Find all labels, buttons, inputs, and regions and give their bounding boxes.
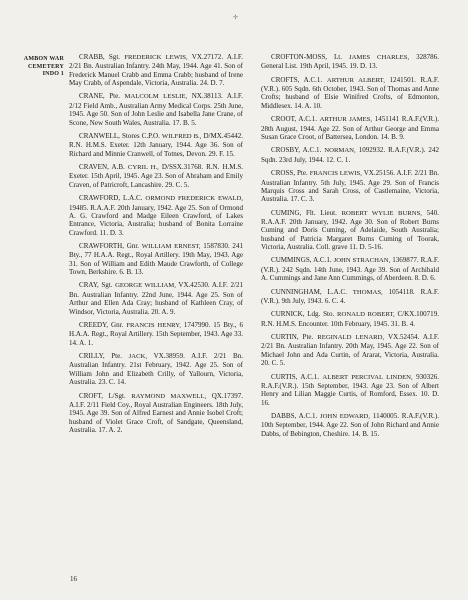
margin-label-line: CEMETERY [27, 63, 64, 70]
entry-given-names: JAMES CHARLES, [348, 54, 410, 61]
casualty-entry [261, 115, 439, 141]
entry-given-names: WILLIAM ERNEST, [141, 243, 201, 250]
entry-given-names: RONALD ROBERT, [337, 311, 395, 319]
entry-details: C/KX.100719. R.N. H.M.S. Encounter. 10th February, 1945. 31. B. 4. [261, 310, 439, 328]
entry-details: 19485. R.A.A.F. 20th January, 1942. Age 25. Son of Ormond A. G. Crawford and Madge Eileen Crawford, of Lakes Entrance, Victoria, Australia; husband of Bonita Lorraine Crawford. 11. D. 3. [69, 203, 243, 237]
casualty-entry [69, 281, 243, 315]
entry-given-names: FRANCIS LEWIS, [309, 170, 362, 178]
left-column [69, 53, 243, 439]
entry-given-names: MALCOLM LESLIE, [124, 93, 188, 101]
entry-surname-rank: CROFTS, A.C.1. [271, 75, 323, 84]
entry-surname-rank: CRANWELL, Stores C.P.O. [79, 131, 160, 140]
entry-details: 328786. General List. 19th April, 1945. 19. D. 13. [261, 53, 439, 71]
entry-surname-rank: CRABB, Sgt. [79, 53, 121, 61]
cemetery-margin-label [6, 56, 64, 79]
entry-details: 1140005. R.A.F.(V.R.). 10th September, 1944. Age 22. Son of John Richard and Annie Dabbs, of Bebington, Cheshire. 14. B. 15. [261, 412, 440, 438]
entry-surname-rank: CROFTON-MOSS, Lt. [271, 53, 343, 61]
entry-surname-rank: CRILLY, Pte. [79, 352, 122, 361]
entry-details: 930326. R.A.F.(V.R.). 15th September, 1943. Age 23. Son of Albert Henry and Lilian Maggie Curtis, of Romford, Essex. 10. D. 16. [261, 372, 439, 407]
entry-details: NX.38113. A.I.F. 2/12 Field Amb., Australian Army Medical Corps. 25th June, 1945. Age 50. Son of John Leslie and Isabella Jane Crane, of Scone, New South Wales, Australia. 17. B. 5. [69, 92, 243, 127]
entry-surname-rank: CRAWFORTH, Gnr. [79, 242, 140, 250]
casualty-entry [69, 392, 243, 435]
casualty-entry [261, 373, 439, 407]
entry-details: 540. R.A.A.F. 20th January, 1942. Age 30. Son of Robert Burns Cuming and Doris Cuming, of Adelaide, South Australia; husband of Patricia Margaret Burns Cuming of Toorak, Victoria, Australia. Coll. grave 11. D. 5-16. [261, 208, 439, 251]
casualty-entry [261, 209, 439, 252]
entry-details: D/MX.45442. R.N. H.M.S. Exeter. 12th January, 1944. Age 36. Son of Richard and Minnie Cranwell, of Totnes, Devon. 29. F. 15. [69, 131, 244, 158]
entry-details: VX.38959. A.I.F. 2/21 Bn. Australian Infantry. 21st February, 1942. Age 25. Son of William John and Elizabeth Crilly, of Yallourn, Victoria, Australia. 23. C. 14. [69, 352, 243, 387]
casualty-entry [69, 132, 243, 158]
entry-surname-rank: CUMMINGS, A.C.1. [271, 256, 332, 265]
entry-surname-rank: CUMING, Flt. Lieut. [271, 208, 337, 217]
entry-surname-rank: CRANE, Pte. [79, 92, 120, 101]
entry-surname-rank: CUNNINGHAM, L.A.C. [271, 287, 347, 296]
margin-label-line: INDO 1 [42, 71, 64, 78]
entry-surname-rank: CRAWFORD, L.A.C. [79, 194, 143, 203]
entry-surname-rank: CRAVEN, A.B. [79, 163, 125, 172]
entry-given-names: FRANCIS HENRY, [126, 321, 181, 329]
entry-details: 1054118. R.A.F.(V.R.). 9th July, 1943. 6. C. 4. [261, 287, 440, 305]
entry-details: 1369877. R.A.F.(V.R.). 242 Sqdn. 14th June, 1943. Age 39. Son of Archibald A. Cummings and Jane Ann Cummings, of Aberdeen. 8. D. 6. [261, 256, 439, 283]
entry-surname-rank: DABBS, A.C.1. [271, 412, 318, 421]
casualty-entry [261, 310, 439, 328]
entry-given-names: WILFRED B., [161, 132, 202, 140]
entry-details: VX.27172. A.I.F. 2/21 Bn. Australian Infantry. 24th May, 1944. Age 41. Son of Frederick Manuel Crabb and Emma Crabb; husband of Irene May Crabb, of Aspendale, Victoria, Australia. 24. D. 7. [69, 53, 243, 88]
casualty-entry [261, 288, 439, 306]
entry-surname-rank: CURTIS, A.C.1. [271, 372, 320, 381]
entry-given-names: GEORGE WILLIAM, [115, 282, 176, 290]
casualty-entry [261, 333, 439, 367]
casualty-entry [69, 92, 243, 126]
entry-surname-rank: CURTIN, Pte. [271, 333, 314, 342]
entry-given-names: ALBERT PERCIVAL LINDEN, [322, 373, 413, 381]
entry-details: 1747990. 15 Bty., 6 H.A.A. Regt., Royal Artillery. 15th September, 1943. Age 33. 14. A. 1. [69, 320, 244, 347]
entry-details: QX.17397. A.I.F. 2/11 Field Coy., Royal Australian Engineers. 18th July, 1945. Age 39. Son of Alfred Earnest and Annie Isobel Croft; husband of Violet Grace Croft, of Sandgate, Queensland, Australia. 17. A. 2. [69, 391, 244, 434]
entry-given-names: ROBERT WYLIE BURNS, [341, 209, 422, 217]
casualty-entry [261, 76, 439, 110]
casualty-entry [69, 321, 243, 347]
entry-surname-rank: CROOT, A.C.1. [271, 115, 317, 124]
entry-given-names: JACK, [128, 353, 148, 361]
entry-surname-rank: CREEDY, Gnr. [79, 320, 124, 329]
entry-surname-rank: CROSBY, A.C.1. [271, 146, 322, 155]
casualty-entry [261, 53, 439, 71]
entry-details: D/SSX.31768. R.N. H.M.S. Exeter. 15th April, 1945. Age 23. Son of Abraham and Emily Craven, of Patricroft, Lancashire. 29. C. 5. [69, 163, 244, 189]
entry-given-names: RAYMOND MAXWELL, [131, 392, 207, 400]
entry-given-names: REGINALD LENARD, [317, 334, 385, 342]
casualty-entry [69, 194, 243, 237]
entry-given-names: JOHN STRACHAN, [333, 257, 391, 265]
entry-given-names: ORMOND FREDERICK EWALD, [145, 195, 244, 203]
entry-given-names: THOMAS, [352, 288, 383, 296]
casualty-entry [69, 352, 243, 386]
entry-surname-rank: CROFT, L/Sgt. [79, 391, 126, 400]
casualty-entry [261, 169, 439, 203]
entry-surname-rank: CROSS, Pte. [271, 169, 308, 178]
entry-details: 1451141 R.A.F.(V.R.). 28th August, 1944. Age 22. Son of Arthur George and Emma Susan Grace Croot, of Battersea, London. 14. B. 9. [261, 115, 439, 141]
punch-mark-icon: ✢ [233, 15, 239, 21]
entry-details: VX.25156. A.I.F. 2/21 Bn. Australian Infantry. 5th July, 1945. Age 29. Son of Francis Marquis Cross and Sarah Cross, of Castlemaine, Victoria, Australia. 17. C. 3. [261, 169, 439, 204]
right-column [261, 53, 439, 443]
entry-given-names: ARTHUR ALBERT, [326, 76, 385, 84]
casualty-entry [69, 242, 243, 276]
entry-given-names: JOHN EDWARD, [320, 413, 371, 421]
entry-details: 1587830. 241 Bty., 77 H.A.A. Regt., Royal Artillery. 19th May, 1943. Age 31. Son of William and Edith Maude Crawforth, of College Town, Berkshire. 6. B. 13. [69, 242, 243, 277]
entry-given-names: FREDERICK LEWIS, [124, 54, 188, 61]
casualty-entry [69, 53, 243, 87]
casualty-entry [261, 146, 439, 164]
entry-surname-rank: CRAY, Sgt. [79, 281, 113, 290]
entry-given-names: NORMAN, [324, 147, 356, 155]
casualty-entry [69, 163, 243, 189]
entry-details: 1241501. R.A.F.(V.R.). 605 Sqdn. 6th October, 1943. Son of Thomas and Anne Crofts; husband of Elsie Winifred Crofts, of Edmonton, Middlesex. 14. A. 10. [261, 75, 439, 110]
entry-given-names: CYRIL H., [127, 164, 159, 172]
casualty-entry [261, 412, 439, 438]
entry-details: 1092932. R.A.F.(V.R.). 242 Sqdn. 23rd July, 1944. 12. C. 1. [261, 146, 439, 164]
entry-details: VX.42530. A.I.F. 2/21 Bn. Australian Infantry. 22nd June, 1944. Age 25. Son of Arthur and Ellen Ada Cray; husband of Kathleen Cray, of Windsor, Victoria, Australia. 20. A. 9. [69, 281, 243, 316]
casualty-entry [261, 256, 439, 282]
entry-surname-rank: CURNICK, Ldg. Sto. [271, 310, 335, 319]
entry-given-names: ARTHUR JAMES, [319, 116, 373, 124]
margin-label-line: AMBON WAR [23, 56, 64, 62]
page-number: 16 [70, 575, 77, 583]
entry-details: VX.52454. A.I.F. 2/21 Bn. Australian Infantry. 20th May, 1945. Age 22. Son of Michael John and Ada Curtin, of Ararat, Victoria, Australia. 20. C. 5. [261, 333, 439, 368]
